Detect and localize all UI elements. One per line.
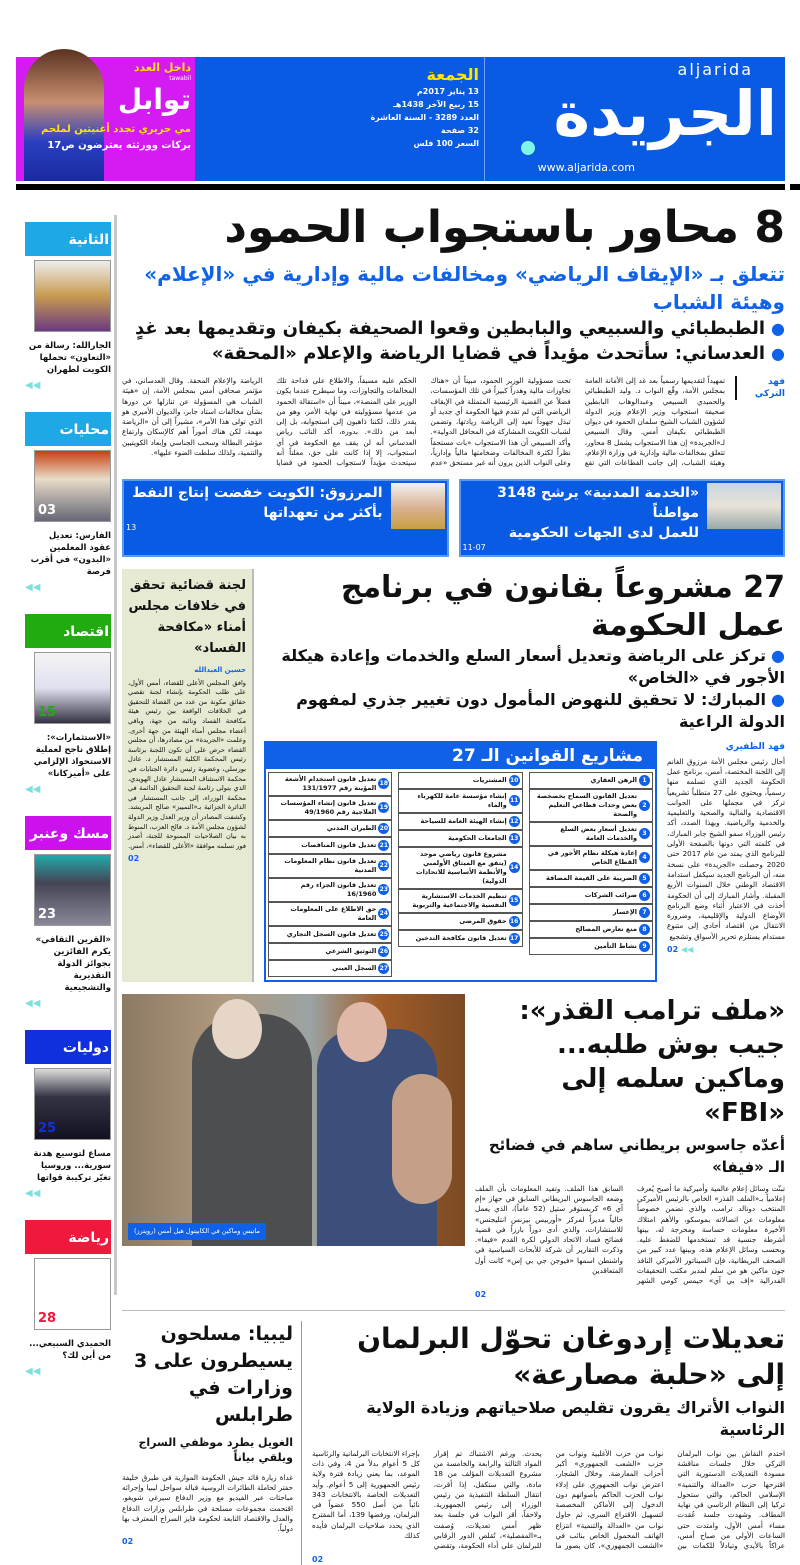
law-label: منع تعارض المصالح bbox=[575, 924, 637, 933]
bullet-text: المبارك: لا تحقيق للنهوض المأمول دون تغيير جذري لمفهوم الدولة الراعية bbox=[296, 689, 785, 731]
law-item bbox=[398, 889, 522, 913]
photo-figure bbox=[212, 999, 262, 1059]
section-teaser-text[interactable]: مساع لتوسيع هدنة سورية... وروسيا تغيّر تركيبة قواتها bbox=[33, 1149, 111, 1183]
gov-byline: فهد الظفيري bbox=[725, 741, 785, 752]
page-count: 32 صفحة bbox=[440, 126, 479, 135]
law-number-badge: 15 bbox=[509, 897, 519, 905]
promo-text bbox=[26, 61, 191, 153]
lead-byline: فهد التركي bbox=[754, 377, 785, 399]
gov-page-ref[interactable] bbox=[667, 944, 785, 955]
law-number-badge: 9 bbox=[639, 941, 650, 952]
fbi-page-ref[interactable] bbox=[475, 1289, 785, 1300]
law-item bbox=[529, 822, 653, 846]
laws-columns bbox=[266, 769, 655, 980]
photo-caption: ماتيس وماكين في الكابيتول هيل أمس (رويترز) bbox=[128, 1223, 266, 1240]
law-number-badge: 5 bbox=[639, 873, 650, 884]
laws-table bbox=[264, 741, 657, 982]
logo-latin: aljarida bbox=[677, 60, 753, 79]
law-item bbox=[268, 854, 392, 878]
section-teaser-text[interactable]: الفارس: تعديل عقود المعلمين «البدون» في أقرب فرصة bbox=[30, 531, 111, 577]
continue-arrow-icon: ◀◀ bbox=[680, 945, 694, 955]
turkey-page-ref[interactable] bbox=[312, 1554, 785, 1565]
law-item bbox=[268, 837, 392, 854]
fbi-headline[interactable]: «ملف ترامب القذر»: جيب بوش طلبه... وماكين سلمه إلى «FBI» bbox=[519, 995, 785, 1128]
law-number-badge: 3 bbox=[639, 828, 650, 839]
law-item bbox=[398, 930, 522, 947]
law-label: التوثيق الشرعي bbox=[325, 946, 377, 955]
masthead-rule bbox=[16, 184, 785, 190]
law-label: ضرائب الشركات bbox=[584, 890, 637, 899]
libya-subhead: الغويل يطرد موظفي السراج ويلقي بياناً bbox=[138, 1435, 293, 1464]
promo-brand-latin: tawabil bbox=[169, 75, 191, 82]
law-label: الضريبة على القيمة المضافة bbox=[546, 873, 637, 882]
continue-arrow-icon[interactable]: ◀◀ bbox=[25, 1188, 41, 1199]
issue-date-hijri: 15 ربيع الآخر 1438هـ bbox=[393, 100, 479, 109]
law-item bbox=[268, 960, 392, 977]
law-item bbox=[398, 813, 522, 830]
law-number-badge: 25 bbox=[379, 930, 389, 938]
law-item bbox=[529, 904, 653, 921]
libya-story bbox=[122, 1321, 302, 1565]
laws-column bbox=[398, 772, 522, 977]
lead-body-row bbox=[122, 376, 785, 469]
gov-section bbox=[122, 569, 785, 982]
page-number: 15 bbox=[38, 705, 57, 720]
aside-page-ref[interactable] bbox=[128, 853, 246, 864]
mattis-mccain-photo bbox=[122, 994, 465, 1246]
page-number: 02 bbox=[475, 1289, 487, 1299]
main-column bbox=[122, 200, 785, 1565]
law-number-badge: 13 bbox=[509, 834, 519, 842]
bullet-icon: ● bbox=[771, 344, 785, 363]
section-thumbnail[interactable] bbox=[34, 854, 111, 926]
gov-story bbox=[264, 569, 785, 982]
fbi-subhead: أعدّه جاسوس بريطاني ساهم في فضائح الـ «فيفا» bbox=[488, 1135, 785, 1176]
law-label: السجل العيني bbox=[332, 963, 377, 972]
law-number-badge: 1 bbox=[639, 775, 650, 786]
section-thumbnail[interactable] bbox=[34, 1258, 111, 1330]
page-number: 02 bbox=[312, 1554, 324, 1564]
law-item bbox=[268, 878, 392, 902]
law-label: الرهن العقاري bbox=[590, 775, 637, 784]
sidebar-section[interactable] bbox=[25, 222, 111, 392]
lead-bullet-1 bbox=[122, 316, 785, 341]
law-label: إنشاء مؤسسة عامة للكهرباء والماء bbox=[417, 791, 507, 809]
law-label: مشروع قانون رياضي موحد (يتفق مع الميثاق الأولمبي والأنظمة الأساسية للاتحادات الدولية) bbox=[416, 849, 507, 885]
law-item bbox=[529, 772, 653, 789]
page-number: 23 bbox=[38, 907, 57, 922]
continue-arrow-icon[interactable]: ◀◀ bbox=[25, 582, 41, 593]
section-teaser-text[interactable]: «القرين الثقافي» يكرم الفائزين بجوائز الدولة التقديرية والتشجيعية bbox=[35, 935, 111, 993]
law-label: نشاط التأمين bbox=[594, 941, 637, 950]
sidebar-section[interactable] bbox=[25, 816, 111, 1010]
libya-headline[interactable]: ليبيا: مسلحون يسيطرون على 3 وزارات في طرابلس bbox=[134, 1322, 293, 1426]
section-header[interactable]: محليات bbox=[25, 412, 111, 446]
law-item bbox=[268, 772, 392, 796]
law-number-badge: 23 bbox=[379, 886, 389, 894]
libya-page-ref[interactable] bbox=[122, 1536, 293, 1547]
aside-headline[interactable]: لجنة قضائية تحقق في خلافات مجلس أمناء «مكافحة الفساد» bbox=[128, 577, 246, 656]
law-label: إنشاء الهيئة العامة للسياحة bbox=[420, 816, 507, 825]
law-number-badge: 7 bbox=[639, 907, 650, 918]
bullet-text: تركز على الرياضة وتعديل أسعار السلع والخدمات وإعادة هيكلة الأجور في «الخاص» bbox=[281, 645, 785, 687]
logo-dot bbox=[521, 141, 535, 155]
lead-subhead: تتعلق بـ «الإيقاف الرياضي» ومخالفات مالية وإدارية في «الإعلام» وهيئة الشباب bbox=[144, 262, 785, 314]
section-header[interactable]: مسك وعنبر bbox=[25, 816, 111, 850]
teaser-title-2: بأكثر من تعهداتها bbox=[263, 504, 383, 521]
law-label: تعديل أسعار بعض السلع والخدمات العامة bbox=[560, 824, 637, 842]
issue-date-gregorian: 13 يناير 2017م bbox=[416, 87, 479, 96]
law-label: حقوق المرضى bbox=[459, 916, 507, 925]
aside-body: وافق المجلس الأعلى للقضاء، أمس الأول، على طلب الحكومة بإنشاء لجنة تقصي حقائق مكونة من عدد من القضاة للتحقيق في الخلافات الواقعة بين رئيس هيئة مكافحة الفساد ونائبه من جهة، وباقي أعضاء مجلس أمناء الهيئة من جهة أخرى. وعلمت «الجريدة» من مصادرها، أن مجلس القضاء حرص على أن تكون اللجنة برئاسة رئيس المحكمة الكلية المستشار د. عادل بورسلي، وعضوية رئيس دائرة الجنايات في محكمة الاستئناف المستشار عادل الهويدي، الذي يتولى رئاسة لجنة التحقيق الدائمة في محكمة الوزراء، إلى جانب المستشار في الدائرة الجزائية بـ«التمييز» صالح المريشد. وكشفت المصادر أن وزير العدل وزير الدولة لشؤون مجلس الأمة د. فالح العزب، المنوط به بيان الصلاحيات الممنوحة للجنة، أصدر فور تسلمه موافقة «الأعلى للقضاء»، أمس. bbox=[128, 678, 246, 850]
law-item bbox=[529, 887, 653, 904]
section-teaser-text[interactable]: الجارالله: رسالة من «التعاون» تحملها الكويت لطهران bbox=[28, 341, 111, 375]
law-number-badge: 20 bbox=[379, 824, 389, 832]
section-header[interactable]: اقتصاد bbox=[25, 614, 111, 648]
law-item bbox=[529, 789, 653, 822]
section-header[interactable]: دوليات bbox=[25, 1030, 111, 1064]
turkey-headline[interactable]: تعديلات إردوغان تحوّل البرلمان إلى «حلبة مصارعة» bbox=[357, 1321, 785, 1391]
laws-table-title: مشاريع القوانين الـ 27 bbox=[266, 743, 655, 769]
law-label: تعديل قانون استخدام الأشعة المؤينة رقم 131/1977 bbox=[284, 774, 377, 792]
sidebar-section[interactable] bbox=[25, 1030, 111, 1200]
masthead bbox=[16, 57, 785, 181]
continue-arrow-icon[interactable]: ◀◀ bbox=[25, 1366, 41, 1377]
fbi-section bbox=[122, 994, 785, 1300]
law-item bbox=[268, 820, 392, 837]
issue-day: الجمعة bbox=[426, 65, 479, 84]
section-thumbnail[interactable] bbox=[34, 1068, 111, 1140]
lead-bullet-2 bbox=[122, 341, 785, 366]
sidebar-divider bbox=[114, 215, 117, 1295]
teaser-title-1: «الخدمة المدنية» يرشح 3148 مواطناً bbox=[497, 484, 699, 521]
law-number-badge: 14 bbox=[509, 864, 519, 872]
website-url[interactable]: www.aljarida.com bbox=[537, 161, 635, 174]
sidebar-section[interactable] bbox=[25, 614, 111, 796]
law-label: تعديل قانون الجزاء رقم 16/1960 bbox=[300, 880, 377, 898]
law-number-badge: 22 bbox=[379, 862, 389, 870]
law-item bbox=[398, 913, 522, 930]
law-number-badge: 17 bbox=[509, 934, 519, 942]
turkey-body: احتدم النقاش بين نواب البرلمان التركي خلال جلسات مناقشة مسودة التعديلات الدستورية التي اقترحها حزب «العدالة والتنمية» الإسلامي الحاكم، والتي ستحول تركيا إلى النظام الرئاسي في نهاية المطاف. وشهدت جلسة عُقدت مساء أمس الأول، وامتدت حتى الساعات الأولى من صباح أمس، عراكاً بالأيدي وتبادلاً للكمات بين نواب من حزب الأغلبية ونواب من حزب «الشعب الجمهوري» أكبر أحزاب المعارضة. وخلال الشجار، اعترض نواب الجمهوري على إدلاء نواب الحزب الحاكم بأصواتهم دون الدخول إلى الأماكن المخصصة لتسهيل الاقتراع السري، ثم حاول نواب من «العدالة والتنمية» انتزاع الهاتف المحمول الخاص بنائب في «الشعب الجمهوري»، كان يصور ما يحدث. ورغم الاشتباك تم إقرار المواد الثالثة والرابعة والخامسة من مشروع التعديلات المؤلف من 18 مادة، والتي ستكفل، إذا أقرت، انتقال السلطة التنفيذية من رئيس الوزراء إلى رئيس الجمهورية. ولاحقاً، أقر النواب في جلسة بعد ظهر أمس تعديلات، وُصفت بـ«المفصلية»، تُقلص الدور الرقابي للبرلمان على أداء الحكومة، وتقضي بإجراء الانتخابات البرلمانية والرئاسية كل 5 أعوام بدلاً من 4، وفي ذات الموعد، بما يعني زيادة فترة ولاية رئيس الجمهورية إلى 5 أعوام. وأيد التعديلات الخاصة بالانتخابات 343 نائباً من أصل 550 عضواً في البرلمان، ورفضها 139، أما المقترح الذي يحدد صلاحيات البرلمان فأيده كذلك bbox=[312, 1448, 785, 1551]
page-number: 02 bbox=[122, 1537, 134, 1547]
continue-arrow-icon[interactable]: ◀◀ bbox=[25, 784, 41, 795]
law-item bbox=[268, 902, 392, 926]
law-item bbox=[398, 847, 522, 889]
teaser-page-ref: 11-07 bbox=[462, 542, 486, 552]
page-number: 25 bbox=[38, 1121, 57, 1136]
law-item bbox=[529, 870, 653, 887]
law-label: تعديل قانون إنشاء المؤسسات العلاجية رقم 49/1960 bbox=[280, 798, 377, 816]
law-item bbox=[268, 926, 392, 943]
bullet-icon: ● bbox=[771, 689, 785, 709]
continue-arrow-icon[interactable]: ◀◀ bbox=[25, 380, 41, 391]
bullet-text: الطبطبائي والسبيعي والبابطين وقعوا الصحيفة بكيفان وتقديمها بعد غدٍ bbox=[135, 318, 766, 339]
oil-teaser[interactable] bbox=[122, 479, 449, 557]
law-number-badge: 27 bbox=[379, 964, 389, 972]
lead-byline-box bbox=[735, 376, 785, 400]
libya-body: غداة زيارة قائد جيش الحكومة الموازية في طبرق خليفة حفتر لحاملة الطائرات الروسية قبالة سواحل ليبيا وإجرائه مباحثات عبر الفيديو مع وزير الدفاع سيرغي شويغو، اقتحمت مجموعات مسلحة في طرابلس وزارات الدفاع والعدل والاقتصاد التابعة لحكومة فايز السراج المعترف بها دولياً. bbox=[122, 1472, 293, 1534]
continue-arrow-icon[interactable]: ◀◀ bbox=[25, 998, 41, 1009]
promo-line1: مي حريري تجدد أغنيتين لملحم bbox=[41, 124, 191, 135]
sidebar-section[interactable] bbox=[25, 412, 111, 594]
section-thumbnail[interactable] bbox=[34, 260, 111, 332]
photo-figure bbox=[337, 1002, 387, 1062]
law-number-badge: 26 bbox=[379, 947, 389, 955]
section-thumbnail[interactable] bbox=[34, 652, 111, 724]
fbi-story bbox=[475, 994, 785, 1300]
law-number-badge: 10 bbox=[509, 776, 519, 784]
promo-line2: بركات وورثته يعترضون ص17 bbox=[47, 140, 191, 151]
teaser-photo bbox=[707, 483, 781, 529]
law-item bbox=[398, 830, 522, 847]
price: السعر 100 فلس bbox=[413, 139, 479, 148]
law-label: حق الاطلاع على المعلومات العامة bbox=[290, 904, 377, 922]
masthead-divider bbox=[484, 57, 485, 181]
gov-headline[interactable]: 27 مشروعاً بقانون في برنامج عمل الحكومة bbox=[340, 569, 785, 643]
law-number-badge: 8 bbox=[639, 924, 650, 935]
fbi-body: تبنّت وسائل إعلام عالمية وأميركية ما أصبح يُعرف إعلامياً بـ«الملف القذر» الخاص بالرئيس الأميركي المنتخب دونالد ترامب، والذي تضمن خصوصاً معلومات عن اتصالاته بموسكو، والأهم امتلاك الأخيرة معلومات حساسة ومحرجة له، بينها أشرطة جنسية قد تستخدمها للضغط عليه. وبحسب وسائل الإعلام هذه، وبينها عدد كبير من الصحف البريطانية، فإن السيناتور الأميركي النافذ جون ماكين هو من سلم لمدير مكتب التحقيقات الفدرالية «إف بي آي» جيمس كومي الشهر السابق هذا الملف. وتفيد المعلومات بأن الملف وضعه الجاسوس البريطاني السابق في جهاز «إم آي 6» كريستوفر ستيل (52 عاماً)، الذي يعمل حالياً مديراً لمركز «أوربيس بيزنس انتليجنس» للاستشارات، والذي أدى دوراً بارزاً في قضية فضائح فساد الاتحاد الدولي لكرة القدم «فيفا». وذكرت التقارير أن شركة للأبحاث السياسية في واشنطن اسمها «فيوجن جي بي إس» كانت أول المتعاقدين bbox=[475, 1183, 785, 1286]
photo-hand-phone bbox=[392, 1074, 452, 1204]
gov-body-row bbox=[264, 741, 785, 982]
section-thumbnail[interactable] bbox=[34, 450, 111, 522]
teaser-title-1: المرزوق: الكويت خفضت إنتاج النفط bbox=[132, 484, 383, 501]
civil-service-teaser[interactable] bbox=[459, 479, 786, 557]
law-label: إعادة هيكلة نظام الأجور في القطاع الخاص bbox=[547, 848, 637, 866]
masthead-blue-panel bbox=[195, 57, 785, 181]
page-number: 03 bbox=[38, 503, 57, 518]
law-label: تعديل قانون السجل التجاري bbox=[286, 929, 377, 938]
law-label: تنظيم الخدمات الاستشارية النفسية والاجتماعية والتربوية bbox=[412, 891, 507, 909]
teaser-photo bbox=[391, 483, 445, 529]
edge-mark bbox=[790, 184, 800, 190]
section-header[interactable]: رياضة bbox=[25, 1220, 111, 1254]
gov-body: أحال رئيس مجلس الأمة مرزوق الغانم إلى اللجنة المختصة، أمس، برنامج عمل الحكومة الجديد الذي تسلمه منها رسمياً، ويحتوي على 27 متطلباً تشريعياً تركز في مجملها على الجوانب الاقتصادية والمالية والصحية والتعليمية والخدمية والرياضية. وبهذا الصدد، أكد رئيس الوزراء سمو الشيخ جابر المبارك، في كلمته التي دونها بالصفحة الأولى للبرنامج الذي يمتد من عام 2017 حتى 2020 وحصلت «الجريدة» على نسخة منه، أن البرنامج الجديد سيكفل استدامة الاقتصاد الوطني خلال السنوات الأربع المقبلة. وأشار المبارك إلى أن الحكومة أخذت في الاعتبار أثناء وضع البرنامج الأوضاع الدولية والإقليمية، وضرورة الانتقال من اقتصاد أحادي إلى متنوع مستدام يستلزم تحرير الأسواق وتشجيع bbox=[667, 756, 786, 941]
laws-column bbox=[268, 772, 392, 977]
law-number-badge: 24 bbox=[379, 910, 389, 918]
promo-brand: توابل bbox=[117, 83, 191, 116]
promo-panel[interactable] bbox=[16, 57, 195, 181]
issue-info bbox=[349, 65, 479, 150]
teaser-row bbox=[122, 479, 785, 557]
law-number-badge: 4 bbox=[639, 852, 650, 863]
turkey-story bbox=[312, 1321, 785, 1565]
sidebar bbox=[25, 222, 111, 1398]
law-number-badge: 2 bbox=[639, 800, 650, 811]
section-teaser-text[interactable]: الحميدي السبيعي... من أين لك؟ bbox=[29, 1339, 111, 1361]
law-item bbox=[529, 921, 653, 938]
teaser-page-ref: 13 bbox=[126, 522, 137, 532]
law-number-badge: 18 bbox=[379, 780, 389, 788]
issue-number: العدد 3289 - السنة العاشرة bbox=[370, 113, 479, 122]
page-number: 28 bbox=[38, 1311, 57, 1326]
law-item bbox=[268, 796, 392, 820]
section-teaser-text[interactable]: «الاستثمارات»: إطلاق ناجح لعملية الاستحواذ الإلزامي على «أميركانا» bbox=[33, 733, 111, 779]
aside-byline: حسين العبدالله bbox=[194, 665, 246, 674]
bullet-text: العدساني: سأتحدث مؤيداً في قضايا الرياضة والإعلام «المحقة» bbox=[211, 343, 766, 364]
law-label: تعديل قانون نظام المعلومات المدنية bbox=[284, 856, 377, 874]
laws-column bbox=[529, 772, 653, 977]
promo-kicker: داخل العدد bbox=[133, 61, 191, 74]
anticorruption-aside bbox=[122, 569, 254, 982]
turkey-subhead: النواب الأتراك يقرون تقليص صلاحياتهم وزيادة الولاية الرئاسية bbox=[366, 1397, 785, 1439]
law-label: الإعسار bbox=[612, 907, 637, 916]
law-number-badge: 19 bbox=[379, 804, 389, 812]
law-item bbox=[268, 943, 392, 960]
law-number-badge: 16 bbox=[509, 917, 519, 925]
lead-headline[interactable]: 8 محاور باستجواب الحمود bbox=[224, 202, 785, 253]
law-label: تعديل قانون المناقصات bbox=[301, 840, 377, 849]
bullet-icon: ● bbox=[771, 645, 785, 665]
gov-text-column bbox=[667, 741, 785, 982]
newspaper-logo[interactable]: الجريدة bbox=[553, 77, 777, 150]
lead-body: تمهيداً لتقديمها رسمياً بعد غد إلى الأمانة العامة بمجلس الأمة، وقّع النواب د. وليد الطبطبائي والحميدي السبيعي وعبدالوهاب البابطين صحيفة استجواب وزير الإعلام وزير الدولة لشؤون الشباب الشيخ سلمان الحمود في ديوان الطبطبائي بكيفان أمس. وقال السبيعي لـ«الجريدة» إن هذا الاستجواب يشمل 8 محاور، تتعلق بمخالفات مالية وإدارية في وزارة الإعلام، وهيئة الشباب، إلى جانب القطاعات التي تقع تحت مسؤولية الوزير الحمود، مبيناً أن «هناك تجاوزات مالية وهدراً كبيراً في تلك المؤسسات، فضلاً عن القضية الرئيسية المتمثلة في الإيقاف الرياضي التي لم تقدم فيها الحكومة أي جديد أو تبذل جهوداً تعيد إلى الرياضة ريادتها، وتضمن لشباب الكويت المشاركة في المحافل الدولية». وأكد السبيعي أن هذا الاستجواب «بات مستحقاً نظراً لكثرة المخالفات وضخامتها مالياً وإدارياً، وعلى النواب الذين يرون أنه غير مستحق «عدم الحكم عليه مسبقاً، والاطلاع على فداحة تلك المخالفات والتجاوزات، وما سيطرح عندما يكون الوزير على المنصة»، مبيناً أن «استقالة الحمود من عدمها مسؤوليته في نهاية الأمر، وهو من يقدر ذلك، لكننا ذاهبون إلى استجوابه، بل إلى أبعد من ذلك». بدوره، أكد النائب رياض العدساني أنه لن يقف مع الحكومة في أي استجواب، إلا إذا كانت على حق، معلناً أنه سيتحدث مؤيداً لاستجواب الحمود في قضايا الرياضة والإعلام المحقة. وقال العدساني، في مؤتمر صحافي أمس بمجلس الأمة، إن «هيئة الشباب هي المسؤولة عن تنازلها عن دورها بشأن مخالفات استاد جابر، والديوان الأميري هو الذي تولى هذا الأمر»، مشيراً إلى أن «الرياضة مهمة، لكن هناك أموراً أهم كالإسكان وارتفاع مؤشر البطالة وسحب الجناسي وإبعاد الكويتيين والتنمية، ولذلك سلطت الضوء عليها». bbox=[122, 376, 725, 468]
bullet-icon: ● bbox=[771, 319, 785, 338]
law-item bbox=[529, 938, 653, 955]
gov-bullet-2 bbox=[264, 689, 785, 733]
sidebar-section[interactable] bbox=[25, 1220, 111, 1378]
law-label: تعديل قانون مكافحة التدخين bbox=[415, 933, 507, 942]
law-label: الجامعات الحكومية bbox=[448, 833, 507, 842]
teaser-title-2: للعمل لدى الجهات الحكومية bbox=[508, 524, 699, 541]
law-label: المشتريات bbox=[472, 775, 507, 784]
law-number-badge: 6 bbox=[639, 890, 650, 901]
law-item bbox=[398, 789, 522, 813]
page-number: 02 bbox=[667, 945, 679, 955]
law-number-badge: 12 bbox=[509, 817, 519, 825]
law-item bbox=[398, 772, 522, 789]
page-number: 02 bbox=[128, 854, 140, 864]
gov-bullet-1 bbox=[264, 645, 785, 689]
section-header[interactable]: الثانية bbox=[25, 222, 111, 256]
bottom-section bbox=[122, 1310, 785, 1565]
law-number-badge: 21 bbox=[379, 841, 389, 849]
law-number-badge: 11 bbox=[509, 797, 519, 805]
law-label: تعديل القانون السماح بخصخصة بعض وحدات قطاعي التعليم والصحة bbox=[536, 791, 637, 818]
law-item bbox=[529, 846, 653, 870]
law-label: الطيران المدني bbox=[326, 823, 377, 832]
